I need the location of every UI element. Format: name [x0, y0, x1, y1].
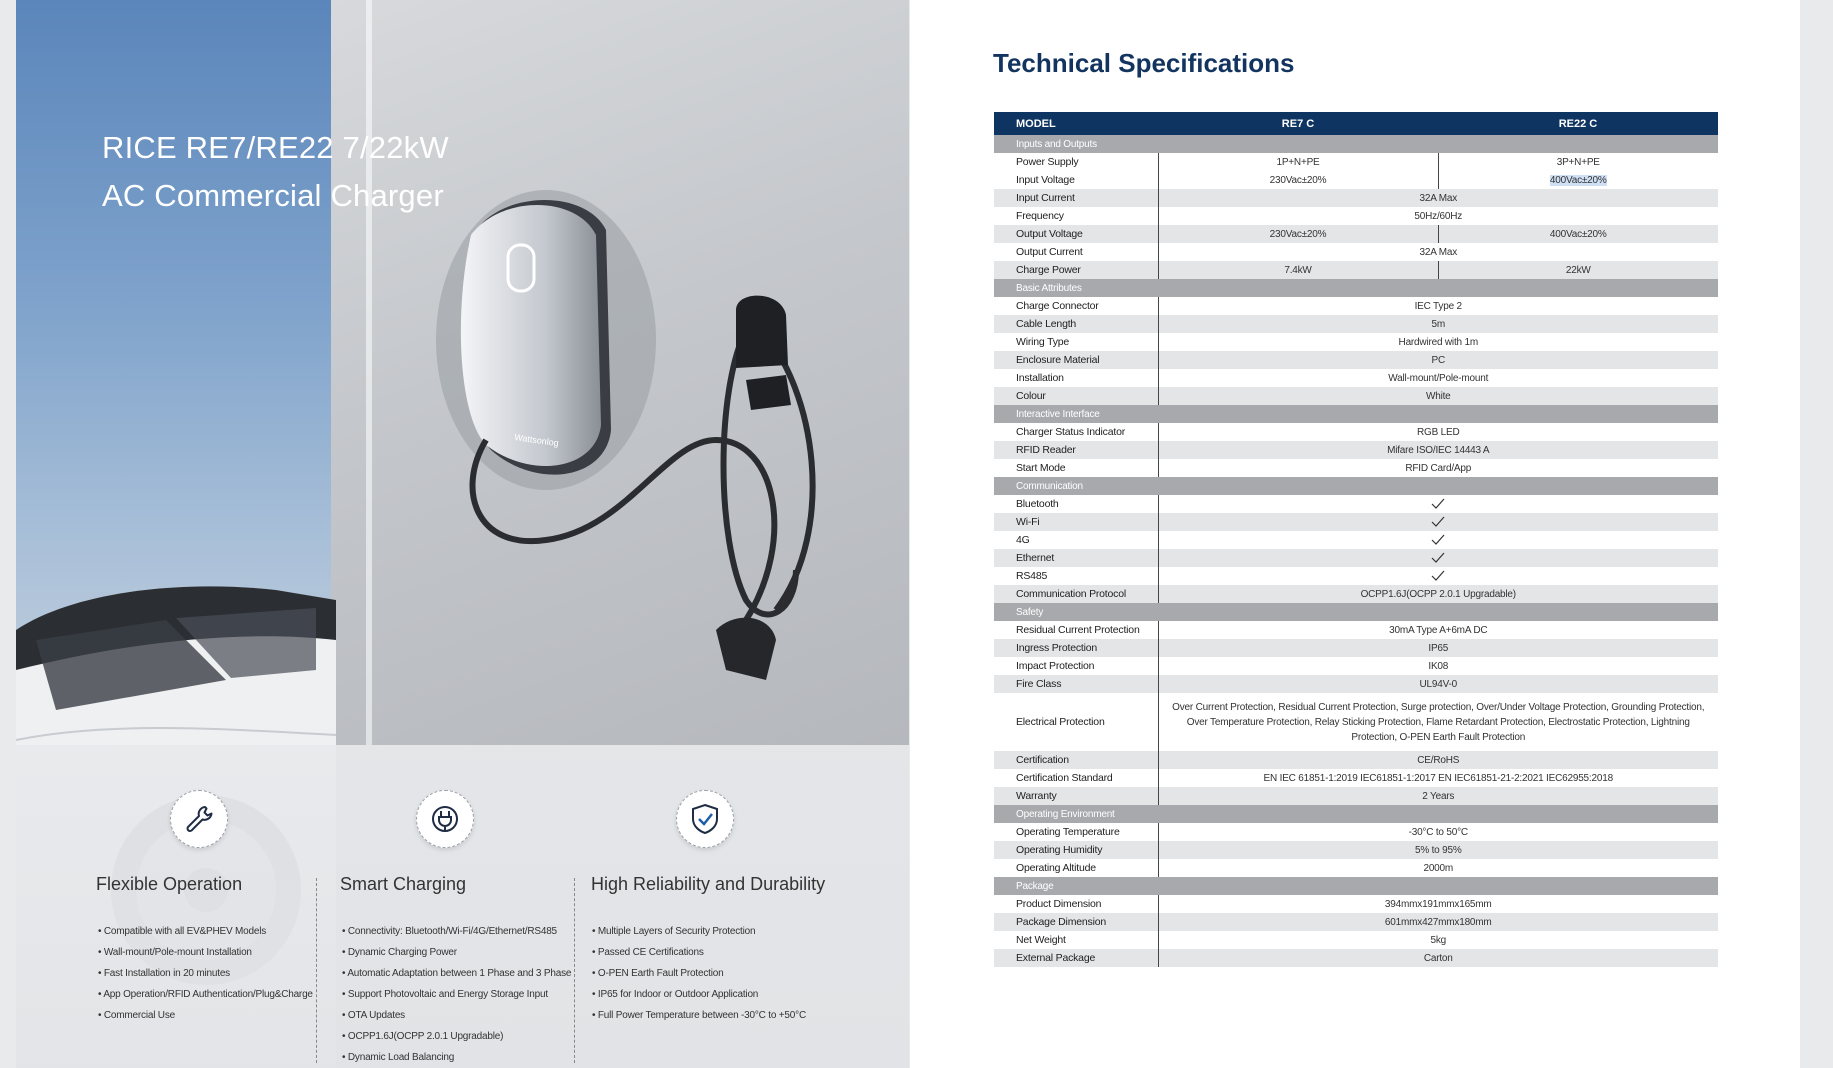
cell-value: CE/RoHS	[1158, 751, 1718, 769]
list-item: • Full Power Temperature between -30°C to +50°C	[592, 1005, 806, 1026]
table-row	[994, 495, 1718, 513]
table-row	[994, 333, 1718, 351]
row-label: Cable Length	[994, 315, 1158, 333]
cell-value: IK08	[1428, 660, 1449, 672]
checkmark-icon	[1158, 531, 1718, 549]
cell-value: RGB LED	[1416, 426, 1460, 438]
list-item: • Support Photovoltaic and Energy Storage Input	[342, 984, 571, 1005]
feature-list-reliability	[592, 921, 806, 1026]
table-row	[994, 585, 1718, 603]
row-label: Colour	[994, 387, 1158, 405]
row-label: Installation	[994, 369, 1158, 387]
table-row	[994, 895, 1718, 913]
plug-icon	[416, 790, 474, 848]
cell-value: 30mA Type A+6mA DC	[1389, 624, 1488, 636]
section-row	[994, 603, 1718, 621]
cell-value: IEC Type 2	[1414, 300, 1462, 312]
table-row	[994, 315, 1718, 333]
row-label: Input Current	[994, 189, 1158, 207]
brand-mark: Wattsonlog	[513, 432, 560, 449]
section-row	[994, 877, 1718, 895]
cell-value: 5m	[1158, 315, 1718, 333]
table-row	[994, 949, 1718, 967]
section-communication: Communication	[994, 477, 1718, 495]
table-row	[994, 459, 1718, 477]
list-item: • Dynamic Charging Power	[342, 942, 571, 963]
checkmark-icon	[1158, 495, 1718, 513]
cell-value: 400Vac±20%	[1438, 225, 1718, 243]
table-row	[994, 297, 1718, 315]
row-label: RFID Reader	[994, 441, 1158, 459]
cell-value: 230Vac±20%	[1158, 171, 1438, 189]
cell-value: 230Vac±20%	[1158, 225, 1438, 243]
row-label: Communication Protocol	[994, 585, 1158, 603]
hero-title-line2: AC Commercial Charger	[102, 178, 444, 213]
list-item: • OTA Updates	[342, 1005, 571, 1026]
row-label: Frequency	[994, 207, 1158, 225]
list-item: • IP65 for Indoor or Outdoor Application	[592, 984, 806, 1005]
table-row	[994, 621, 1718, 639]
cell-value: 7.4kW	[1158, 261, 1438, 279]
cell-value: 2 Years	[1158, 787, 1718, 805]
cell-value: 394mmx191mmx165mm	[1384, 898, 1492, 910]
table-row	[994, 423, 1718, 441]
section-package: Package	[994, 877, 1718, 895]
list-item: • O-PEN Earth Fault Protection	[592, 963, 806, 984]
feature-title-flexible-operation: Flexible Operation	[96, 874, 243, 894]
cell-value: 1P+N+PE	[1158, 153, 1438, 171]
row-label: Operating Temperature	[994, 823, 1158, 841]
highlighted-value: 400Vac±20%	[1549, 174, 1607, 186]
cell-value: IP65	[1158, 639, 1718, 657]
cell-value: EN IEC 61851-1:2019 IEC61851-1:2017 EN IEC61851-21-2:2021 IEC62955:2018	[1263, 772, 1613, 784]
table-row	[994, 513, 1718, 531]
row-label: Enclosure Material	[994, 351, 1158, 369]
section-operating-environment: Operating Environment	[994, 805, 1718, 823]
spec-header-row	[994, 112, 1718, 135]
list-item: • Commercial Use	[98, 1005, 313, 1026]
checkmark-icon	[1158, 549, 1718, 567]
row-label: Electrical Protection	[994, 693, 1158, 751]
table-row	[994, 387, 1718, 405]
row-label: Bluetooth	[994, 495, 1158, 513]
row-label: Impact Protection	[994, 657, 1158, 675]
row-label: 4G	[994, 531, 1158, 549]
table-row	[994, 369, 1718, 387]
table-row	[994, 769, 1718, 787]
row-label: Net Weight	[994, 931, 1158, 949]
table-row	[994, 675, 1718, 693]
row-label: External Package	[994, 949, 1158, 967]
cell-value: Wall-mount/Pole-mount	[1388, 372, 1489, 384]
row-label: Charge Power	[994, 261, 1158, 279]
spec-page	[910, 0, 1800, 1068]
row-label: RS485	[994, 567, 1158, 585]
list-item: • Automatic Adaptation between 1 Phase and 3 Phase	[342, 963, 571, 984]
cell-value: OCPP1.6J(OCPP 2.0.1 Upgradable)	[1158, 585, 1718, 603]
cell-value: Over Current Protection, Residual Current Protection, Surge protection, Over/Under Voltage Protection, Grounding Protection, Over Temperature Protection, Relay Sticking Protection, Flame Retardant Protection, Electrostatic Protection, Lightning Protection, O-PEN Earth Fault Protection	[1172, 701, 1705, 743]
feature-divider	[316, 878, 317, 1063]
table-row	[994, 441, 1718, 459]
row-label: Charge Connector	[994, 297, 1158, 315]
cell-value: 5kg	[1430, 934, 1447, 946]
section-safety: Safety	[994, 603, 1718, 621]
row-label: Ethernet	[994, 549, 1158, 567]
feature-divider	[574, 878, 575, 1063]
table-row	[994, 261, 1718, 279]
header-re22c: RE22 C	[1438, 112, 1718, 135]
row-label: Wi-Fi	[994, 513, 1158, 531]
cell-value: Hardwired with 1m	[1398, 336, 1478, 348]
checkmark-icon	[1158, 513, 1718, 531]
table-row	[994, 859, 1718, 877]
cell-value	[1438, 171, 1718, 189]
table-row	[994, 639, 1718, 657]
row-label: Operating Altitude	[994, 859, 1158, 877]
row-label: Certification Standard	[994, 769, 1158, 787]
row-label: Product Dimension	[994, 895, 1158, 913]
table-row	[994, 351, 1718, 369]
header-re7c: RE7 C	[1158, 112, 1438, 135]
table-row	[994, 153, 1718, 171]
cell-value: 5% to 95%	[1158, 841, 1718, 859]
list-item: • App Operation/RFID Authentication/Plug&Charge	[98, 984, 313, 1005]
table-row	[994, 913, 1718, 931]
shield-check-icon	[676, 790, 734, 848]
table-row	[994, 243, 1718, 261]
wrench-icon	[170, 790, 228, 848]
cell-value: Mifare ISO/IEC 14443 A	[1158, 441, 1718, 459]
table-row	[994, 531, 1718, 549]
table-row	[994, 931, 1718, 949]
row-label: Wiring Type	[994, 333, 1158, 351]
section-row	[994, 477, 1718, 495]
cell-value: 32A Max	[1419, 246, 1457, 258]
row-label: Fire Class	[994, 675, 1158, 693]
cell-value: 22kW	[1438, 261, 1718, 279]
table-row	[994, 171, 1718, 189]
cell-value: RFID Card/App	[1405, 462, 1472, 474]
cell-value: PC	[1158, 351, 1718, 369]
section-inputs-outputs: Inputs and Outputs	[994, 135, 1718, 153]
table-row	[994, 225, 1718, 243]
section-interactive-interface: Interactive Interface	[994, 405, 1718, 423]
table-row	[994, 693, 1718, 751]
hero-title-line1: RICE RE7/RE22 7/22kW	[102, 130, 449, 165]
row-label: Residual Current Protection	[994, 621, 1158, 639]
feature-title-reliability: High Reliability and Durability	[591, 874, 826, 894]
row-label: Output Voltage	[994, 225, 1158, 243]
section-row	[994, 279, 1718, 297]
list-item: • OCPP1.6J(OCPP 2.0.1 Upgradable)	[342, 1026, 571, 1047]
table-row	[994, 657, 1718, 675]
table-row	[994, 841, 1718, 859]
row-label: Output Current	[994, 243, 1158, 261]
list-item: • Compatible with all EV&PHEV Models	[98, 921, 313, 942]
section-row	[994, 135, 1718, 153]
table-row	[994, 823, 1718, 841]
cell-value: Carton	[1158, 949, 1718, 967]
checkmark-icon	[1158, 567, 1718, 585]
table-row	[994, 207, 1718, 225]
spec-table	[994, 112, 1718, 967]
table-row	[994, 189, 1718, 207]
list-item: • Fast Installation in 20 minutes	[98, 963, 313, 984]
cell-value: 2000m	[1423, 862, 1454, 874]
list-item: • Passed CE Certifications	[592, 942, 806, 963]
row-label: Charger Status Indicator	[994, 423, 1158, 441]
table-row	[994, 567, 1718, 585]
row-label: Input Voltage	[994, 171, 1158, 189]
cell-value: 601mmx427mmx180mm	[1158, 913, 1718, 931]
section-row	[994, 405, 1718, 423]
list-item: • Wall-mount/Pole-mount Installation	[98, 942, 313, 963]
spec-title: Technical Specifications	[993, 48, 1295, 78]
header-model: MODEL	[994, 112, 1158, 135]
list-item: • Connectivity: Bluetooth/Wi-Fi/4G/Ethernet/RS485	[342, 921, 571, 942]
section-row	[994, 805, 1718, 823]
table-row	[994, 751, 1718, 769]
cell-value: 3P+N+PE	[1556, 156, 1600, 168]
row-label: Ingress Protection	[994, 639, 1158, 657]
table-row	[994, 549, 1718, 567]
row-label: Certification	[994, 751, 1158, 769]
list-item: • Dynamic Load Balancing	[342, 1047, 571, 1068]
table-row	[994, 787, 1718, 805]
cell-value: UL94V-0	[1158, 675, 1718, 693]
row-label: Power Supply	[994, 153, 1158, 171]
cell-value: 50Hz/60Hz	[1414, 210, 1463, 222]
row-label: Start Mode	[994, 459, 1158, 477]
cell-value: -30°C to 50°C	[1408, 826, 1468, 838]
row-label: Operating Humidity	[994, 841, 1158, 859]
cell-value: White	[1158, 387, 1718, 405]
section-basic-attributes: Basic Attributes	[994, 279, 1718, 297]
list-item: • Multiple Layers of Security Protection	[592, 921, 806, 942]
charger-illustration	[416, 190, 906, 750]
row-label: Package Dimension	[994, 913, 1158, 931]
row-label: Warranty	[994, 787, 1158, 805]
brochure-page	[16, 0, 909, 1068]
feature-list-smart-charging	[342, 921, 571, 1068]
feature-title-smart-charging: Smart Charging	[340, 874, 467, 894]
cell-value: 32A Max	[1158, 189, 1718, 207]
feature-list-flexible-operation	[98, 921, 313, 1026]
